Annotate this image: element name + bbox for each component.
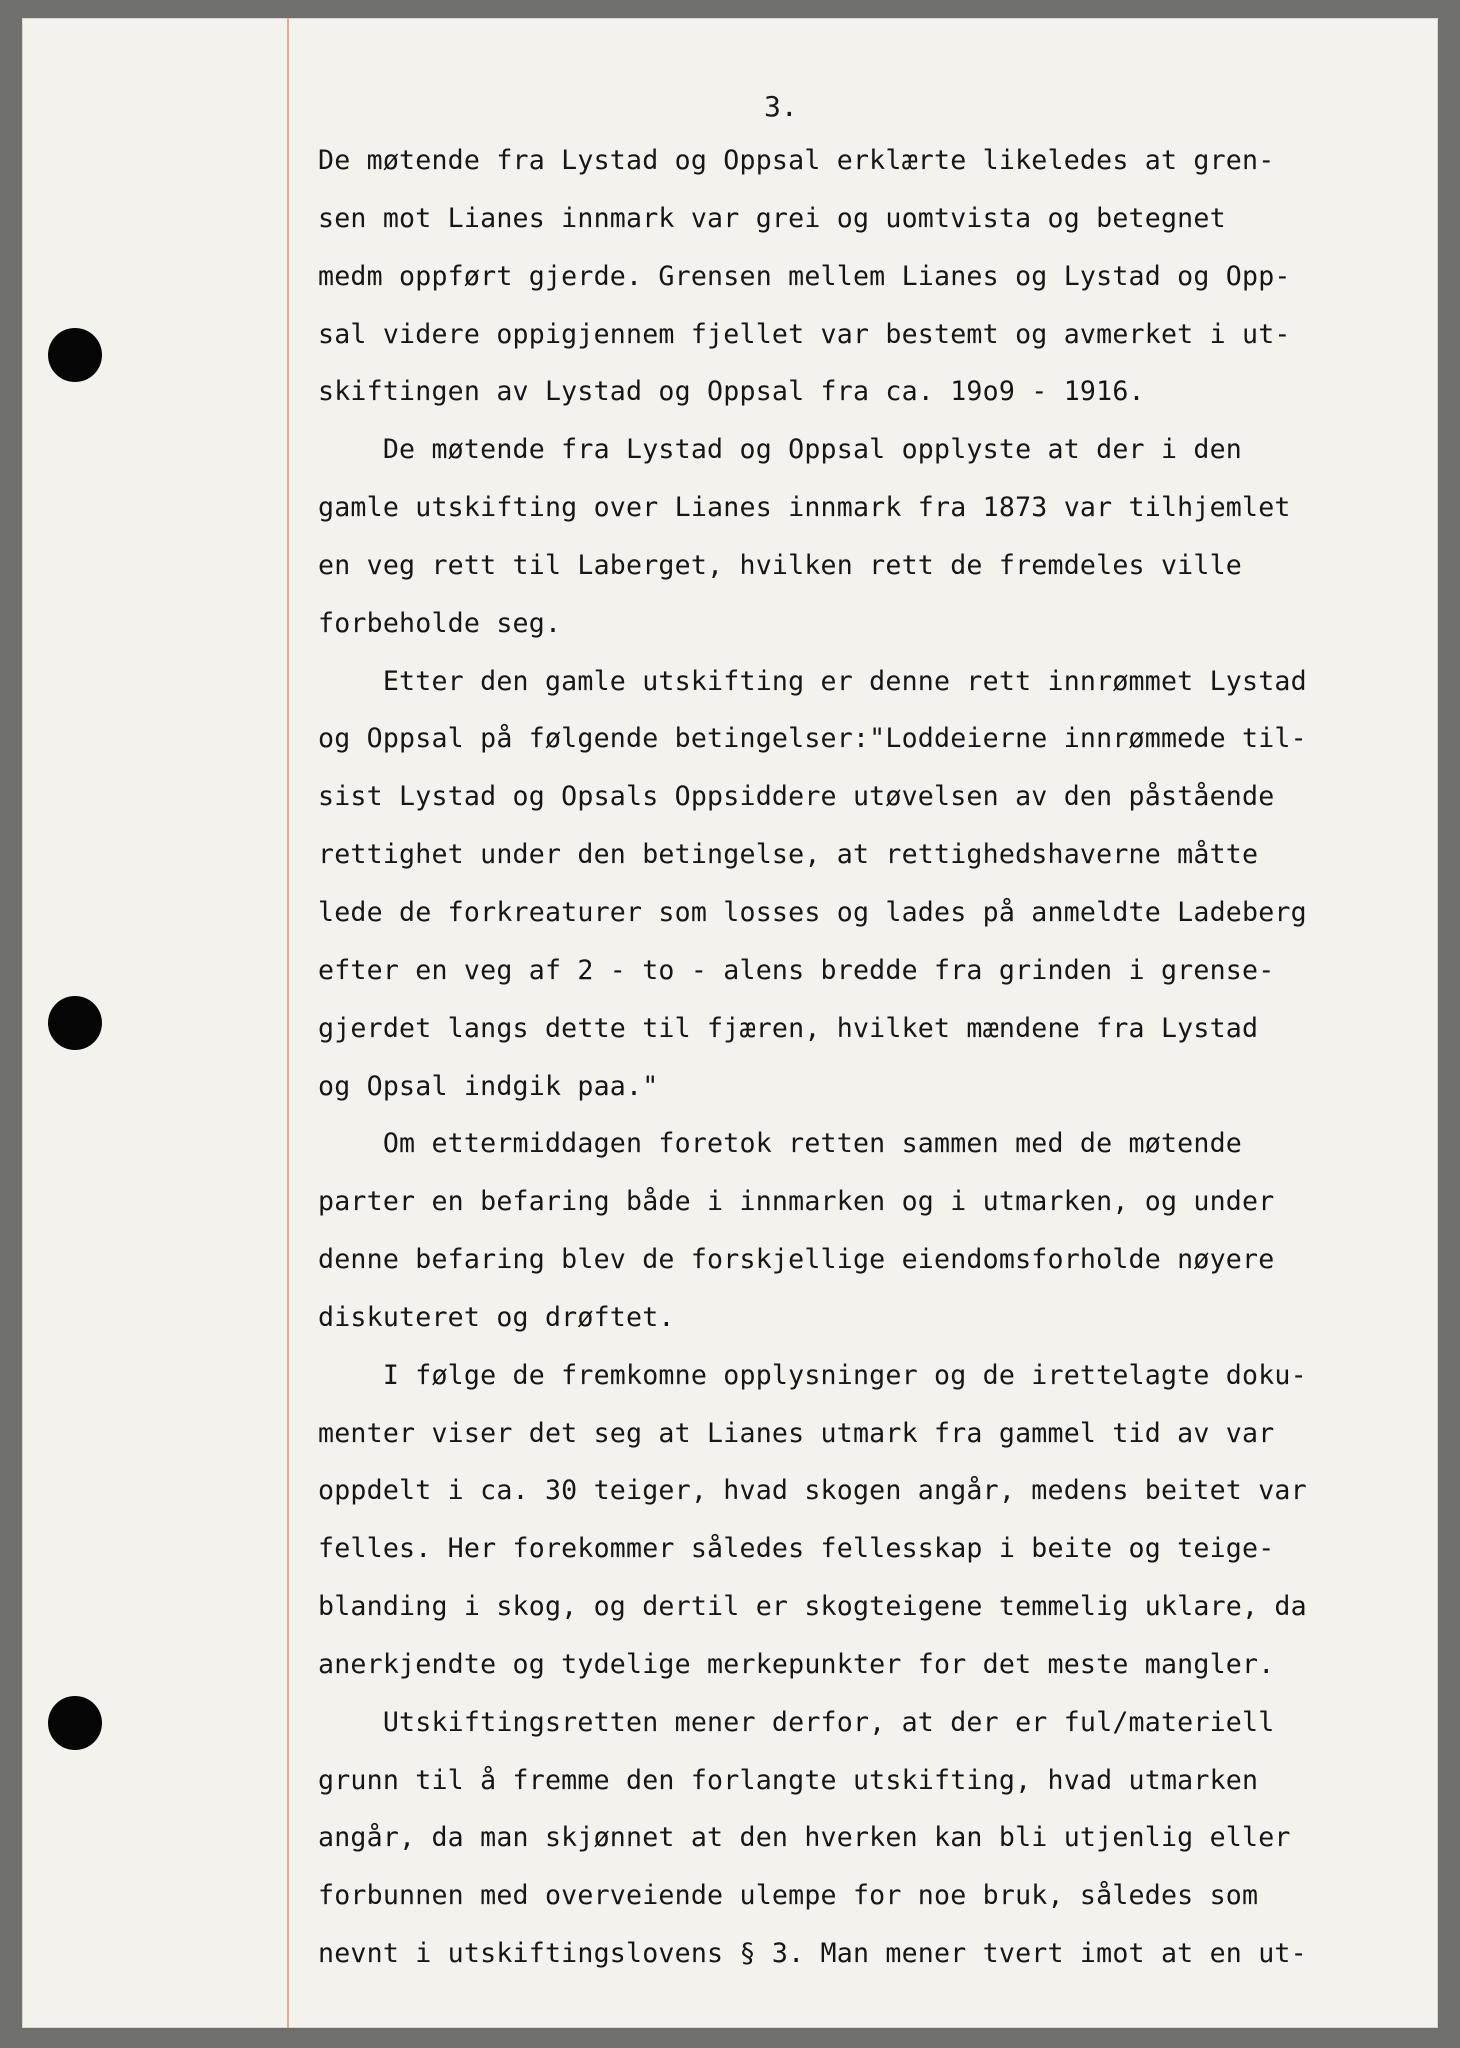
text-line: skiftingen av Lystad og Oppsal fra ca. 19o9 - 1916. xyxy=(318,376,1145,408)
punch-hole-icon xyxy=(48,328,102,382)
punch-hole-icon xyxy=(48,996,102,1050)
text-line: parter en befaring både i innmarken og i utmarken, og under xyxy=(318,1186,1275,1218)
text-line: og Opsal indgik paa." xyxy=(318,1070,659,1102)
punch-hole-icon xyxy=(48,1696,102,1750)
text-line: gamle utskifting over Lianes innmark fra 1873 var tilhjemlet xyxy=(318,492,1291,524)
text-line: forbunnen med overveiende ulempe for noe bruk, således som xyxy=(318,1880,1259,1912)
text-line: efter en veg af 2 - to - alens bredde fra grinden i grense- xyxy=(318,954,1275,986)
text-line: sist Lystad og Opsals Oppsiddere utøvelsen av den påstående xyxy=(318,781,1275,813)
text-line: menter viser det seg at Lianes utmark fra gammel tid av var xyxy=(318,1417,1275,1449)
body-text xyxy=(318,132,1388,1983)
text-line: medm oppført gjerde. Grensen mellem Lianes og Lystad og Opp- xyxy=(318,260,1291,292)
text-line: forbeholde seg. xyxy=(318,607,562,639)
text-line: sal videre oppigjennem fjellet var bestemt og avmerket i ut- xyxy=(318,318,1291,350)
text-line: De møtende fra Lystad og Oppsal erklærte likeledes at gren- xyxy=(318,145,1275,176)
page-number: 3. xyxy=(764,90,798,123)
text-line: denne befaring blev de forskjellige eiendomsforholde nøyere xyxy=(318,1244,1275,1276)
text-line: diskuteret og drøftet. xyxy=(318,1301,675,1333)
text-line: De møtende fra Lystad og Oppsal opplyste at der i den xyxy=(318,434,1243,466)
text-line: grunn til å fremme den forlangte utskifting, hvad utmarken xyxy=(318,1764,1259,1796)
text-line: blanding i skog, og dertil er skogteigene temmelig uklare, da xyxy=(318,1591,1307,1623)
text-line: I følge de fremkomne opplysninger og de irettelagte doku- xyxy=(318,1359,1307,1391)
text-line: anerkjendte og tydelige merkepunkter for det meste mangler. xyxy=(318,1648,1275,1680)
text-line: felles. Her forekommer således fellesskap i beite og teige- xyxy=(318,1533,1275,1565)
text-line: angår, da man skjønnet at den hverken kan bli utjenlig eller xyxy=(318,1822,1291,1854)
text-line: gjerdet langs dette til fjæren, hvilket mændene fra Lystad xyxy=(318,1012,1259,1044)
text-line: lede de forkreaturer som losses og lades på anmeldte Ladeberg xyxy=(318,896,1307,928)
text-line: sen mot Lianes innmark var grei og uomtvista og betegnet xyxy=(318,202,1226,234)
text-line: nevnt i utskiftingslovens § 3. Man mener tvert imot at en ut- xyxy=(318,1938,1307,1970)
text-line: Om ettermiddagen foretok retten sammen med de møtende xyxy=(318,1128,1243,1160)
text-line: Etter den gamle utskifting er denne rett innrømmet Lystad xyxy=(318,665,1307,697)
text-line: rettighet under den betingelse, at rettighedshaverne måtte xyxy=(318,839,1259,871)
text-line: og Oppsal på følgende betingelser:"Loddeierne innrømmede til- xyxy=(318,723,1307,755)
text-line: oppdelt i ca. 30 teiger, hvad skogen angår, medens beitet var xyxy=(318,1475,1307,1507)
document-page xyxy=(22,18,1438,2028)
margin-rule xyxy=(287,18,289,2028)
text-line: Utskiftingsretten mener derfor, at der er ful/materiell xyxy=(318,1706,1275,1738)
text-line: en veg rett til Laberget, hvilken rett de fremdeles ville xyxy=(318,549,1243,581)
